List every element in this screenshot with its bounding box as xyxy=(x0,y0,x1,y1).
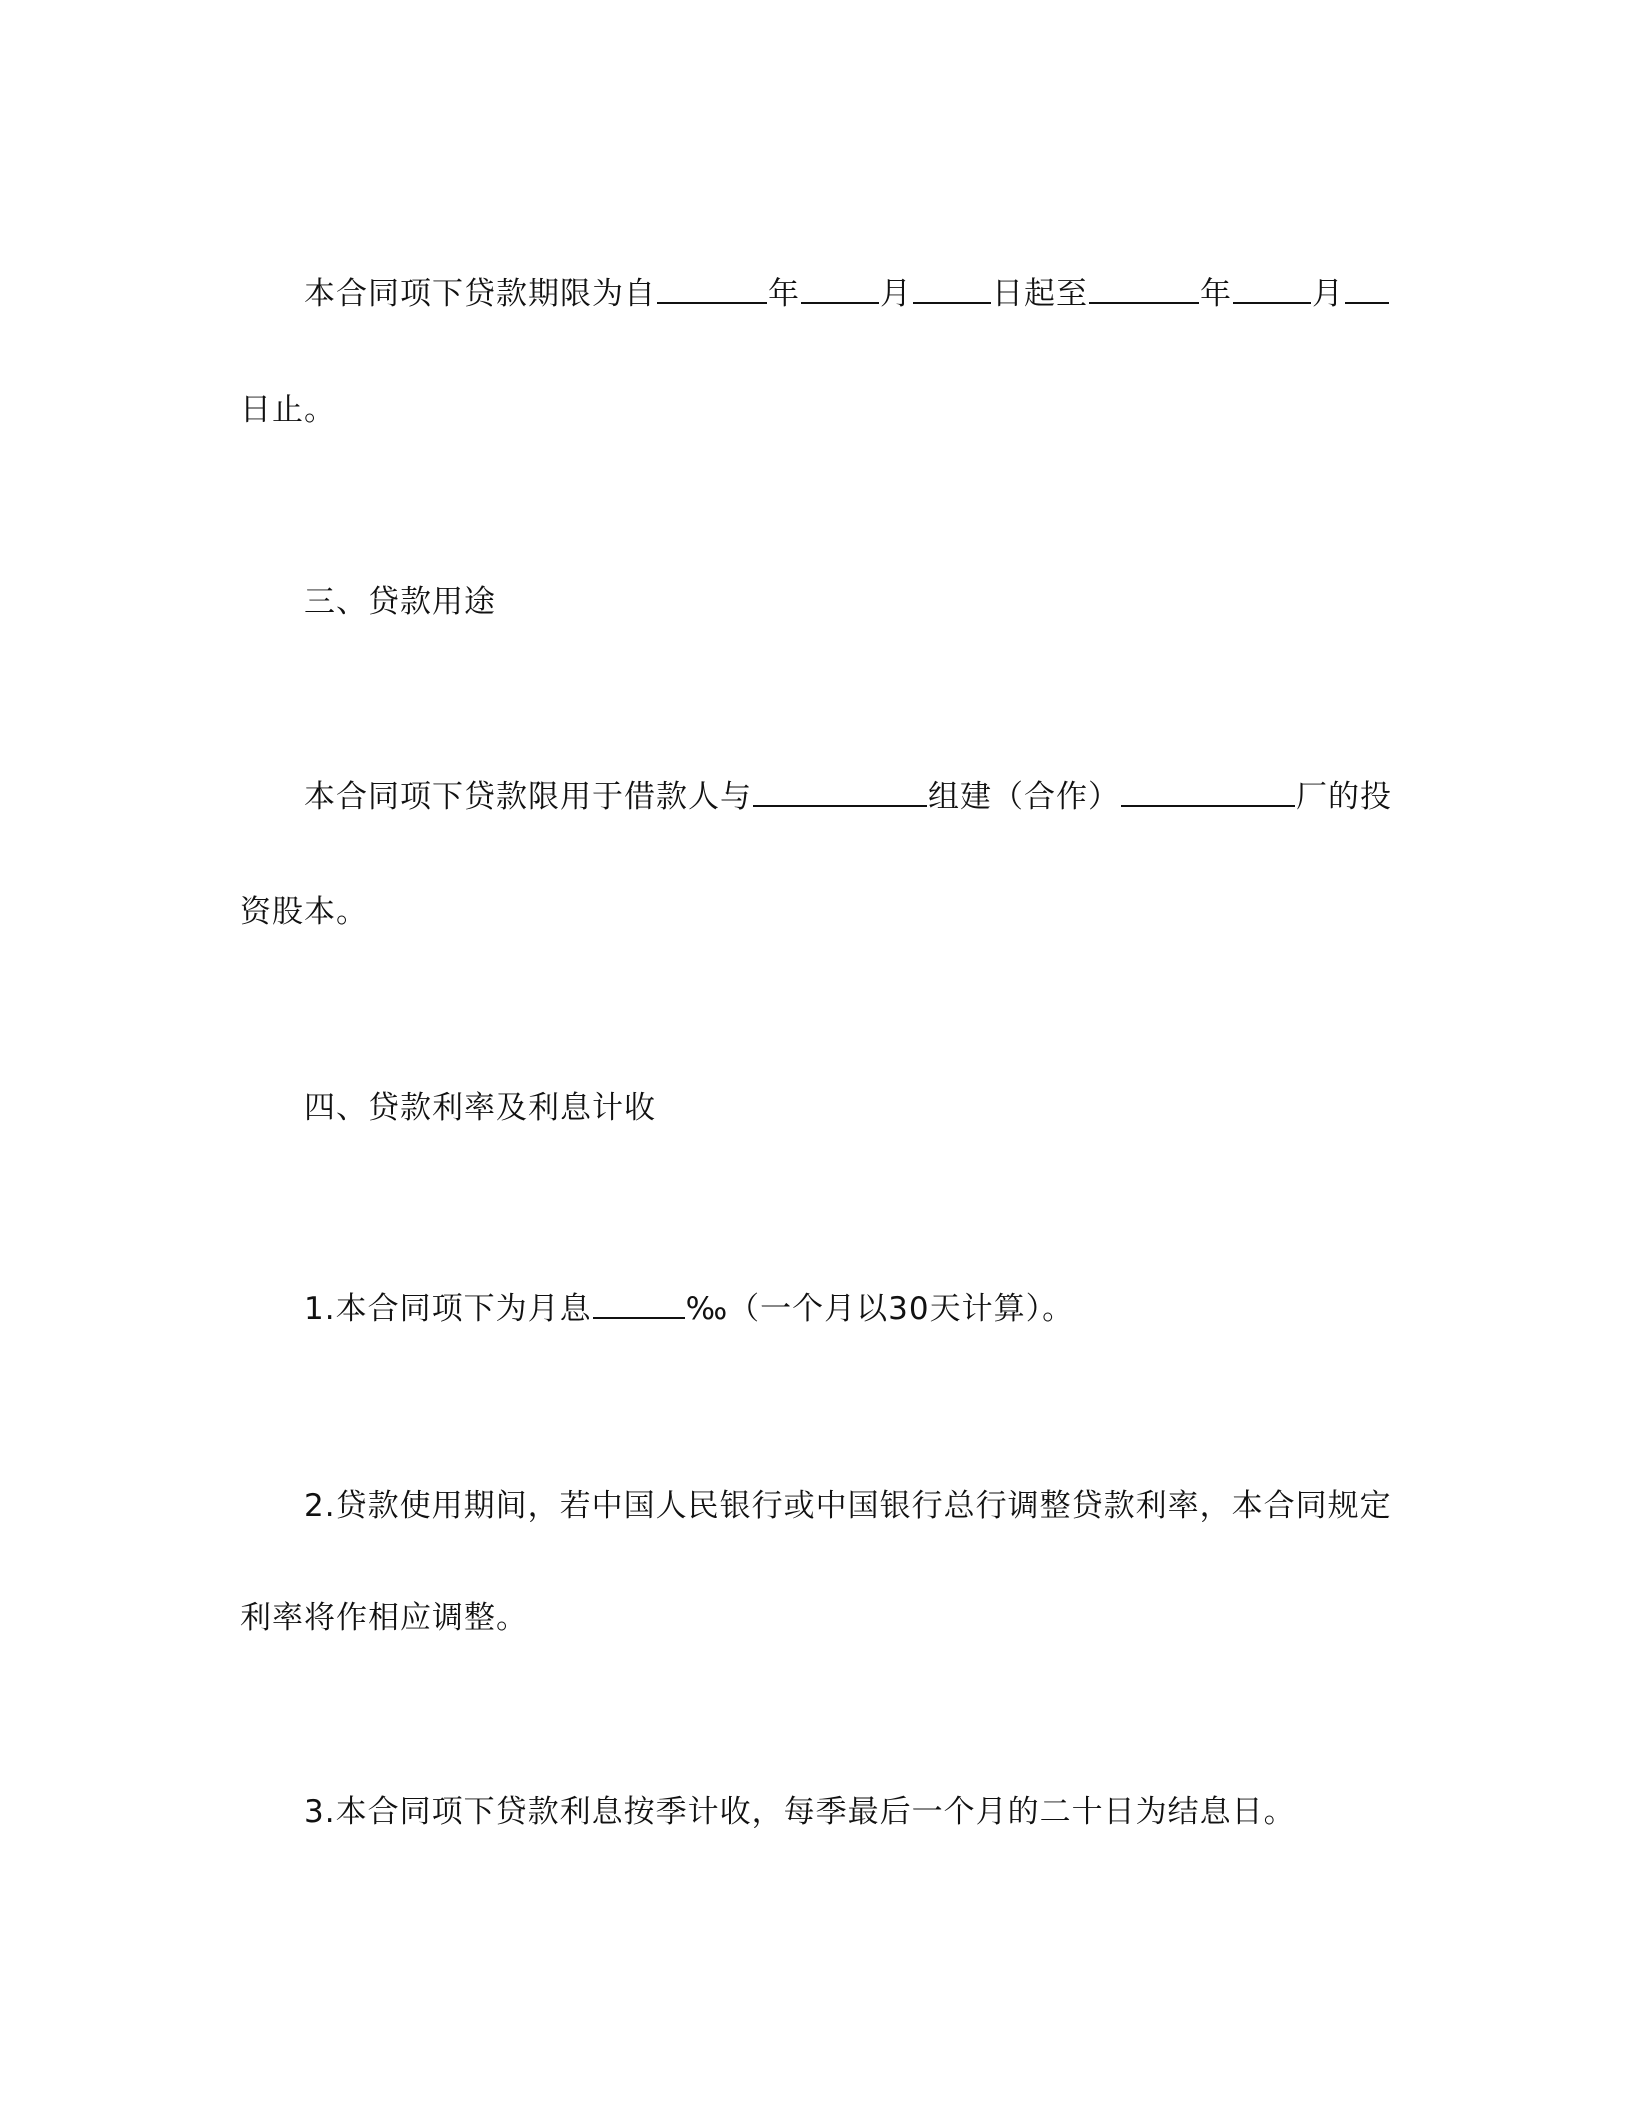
month-label-2: 月 xyxy=(1312,276,1344,312)
year-label-2: 年 xyxy=(1200,276,1232,312)
loan-purpose-prefix: 本合同项下贷款限用于借款人与 xyxy=(304,779,752,815)
end-day-blank[interactable] xyxy=(1345,272,1389,304)
interest-rate-item-3: 3.本合同项下贷款利息按季计收，每季最后一个月的二十日为结息日。 xyxy=(304,1794,1296,1830)
loan-term-prefix: 本合同项下贷款期限为自 xyxy=(304,276,656,312)
monthly-rate-blank[interactable] xyxy=(593,1287,685,1319)
start-year-blank[interactable] xyxy=(657,272,767,304)
interest-rate-item-2-line-1: 2.贷款使用期间，若中国人民银行或中国银行总行调整贷款利率，本合同规定 xyxy=(304,1488,1392,1524)
interest-rate-suffix: ‰（一个月以30天计算）。 xyxy=(685,1291,1075,1327)
section-3-heading: 三、贷款用途 xyxy=(304,584,496,620)
day-to-label: 日起至 xyxy=(992,276,1088,312)
interest-rate-item-1 xyxy=(240,1287,1380,1331)
loan-term-line-2: 日止。 xyxy=(240,392,336,428)
start-day-blank[interactable] xyxy=(913,272,991,304)
section-4-heading: 四、贷款利率及利息计收 xyxy=(304,1090,656,1126)
end-year-blank[interactable] xyxy=(1089,272,1199,304)
loan-purpose-line-2: 资股本。 xyxy=(240,894,368,930)
factory-blank[interactable] xyxy=(1121,775,1295,807)
month-label-1: 月 xyxy=(880,276,912,312)
year-label-1: 年 xyxy=(768,276,800,312)
interest-rate-item-2-line-2: 利率将作相应调整。 xyxy=(240,1600,528,1636)
partner-blank[interactable] xyxy=(753,775,927,807)
loan-term-line-1 xyxy=(240,272,1380,316)
loan-purpose-line-1 xyxy=(240,775,1392,819)
loan-purpose-middle: 组建（合作） xyxy=(928,779,1120,815)
interest-rate-prefix: 1.本合同项下为月息 xyxy=(304,1291,592,1327)
start-month-blank[interactable] xyxy=(801,272,879,304)
loan-purpose-suffix: 厂的投 xyxy=(1296,779,1392,815)
end-month-blank[interactable] xyxy=(1233,272,1311,304)
